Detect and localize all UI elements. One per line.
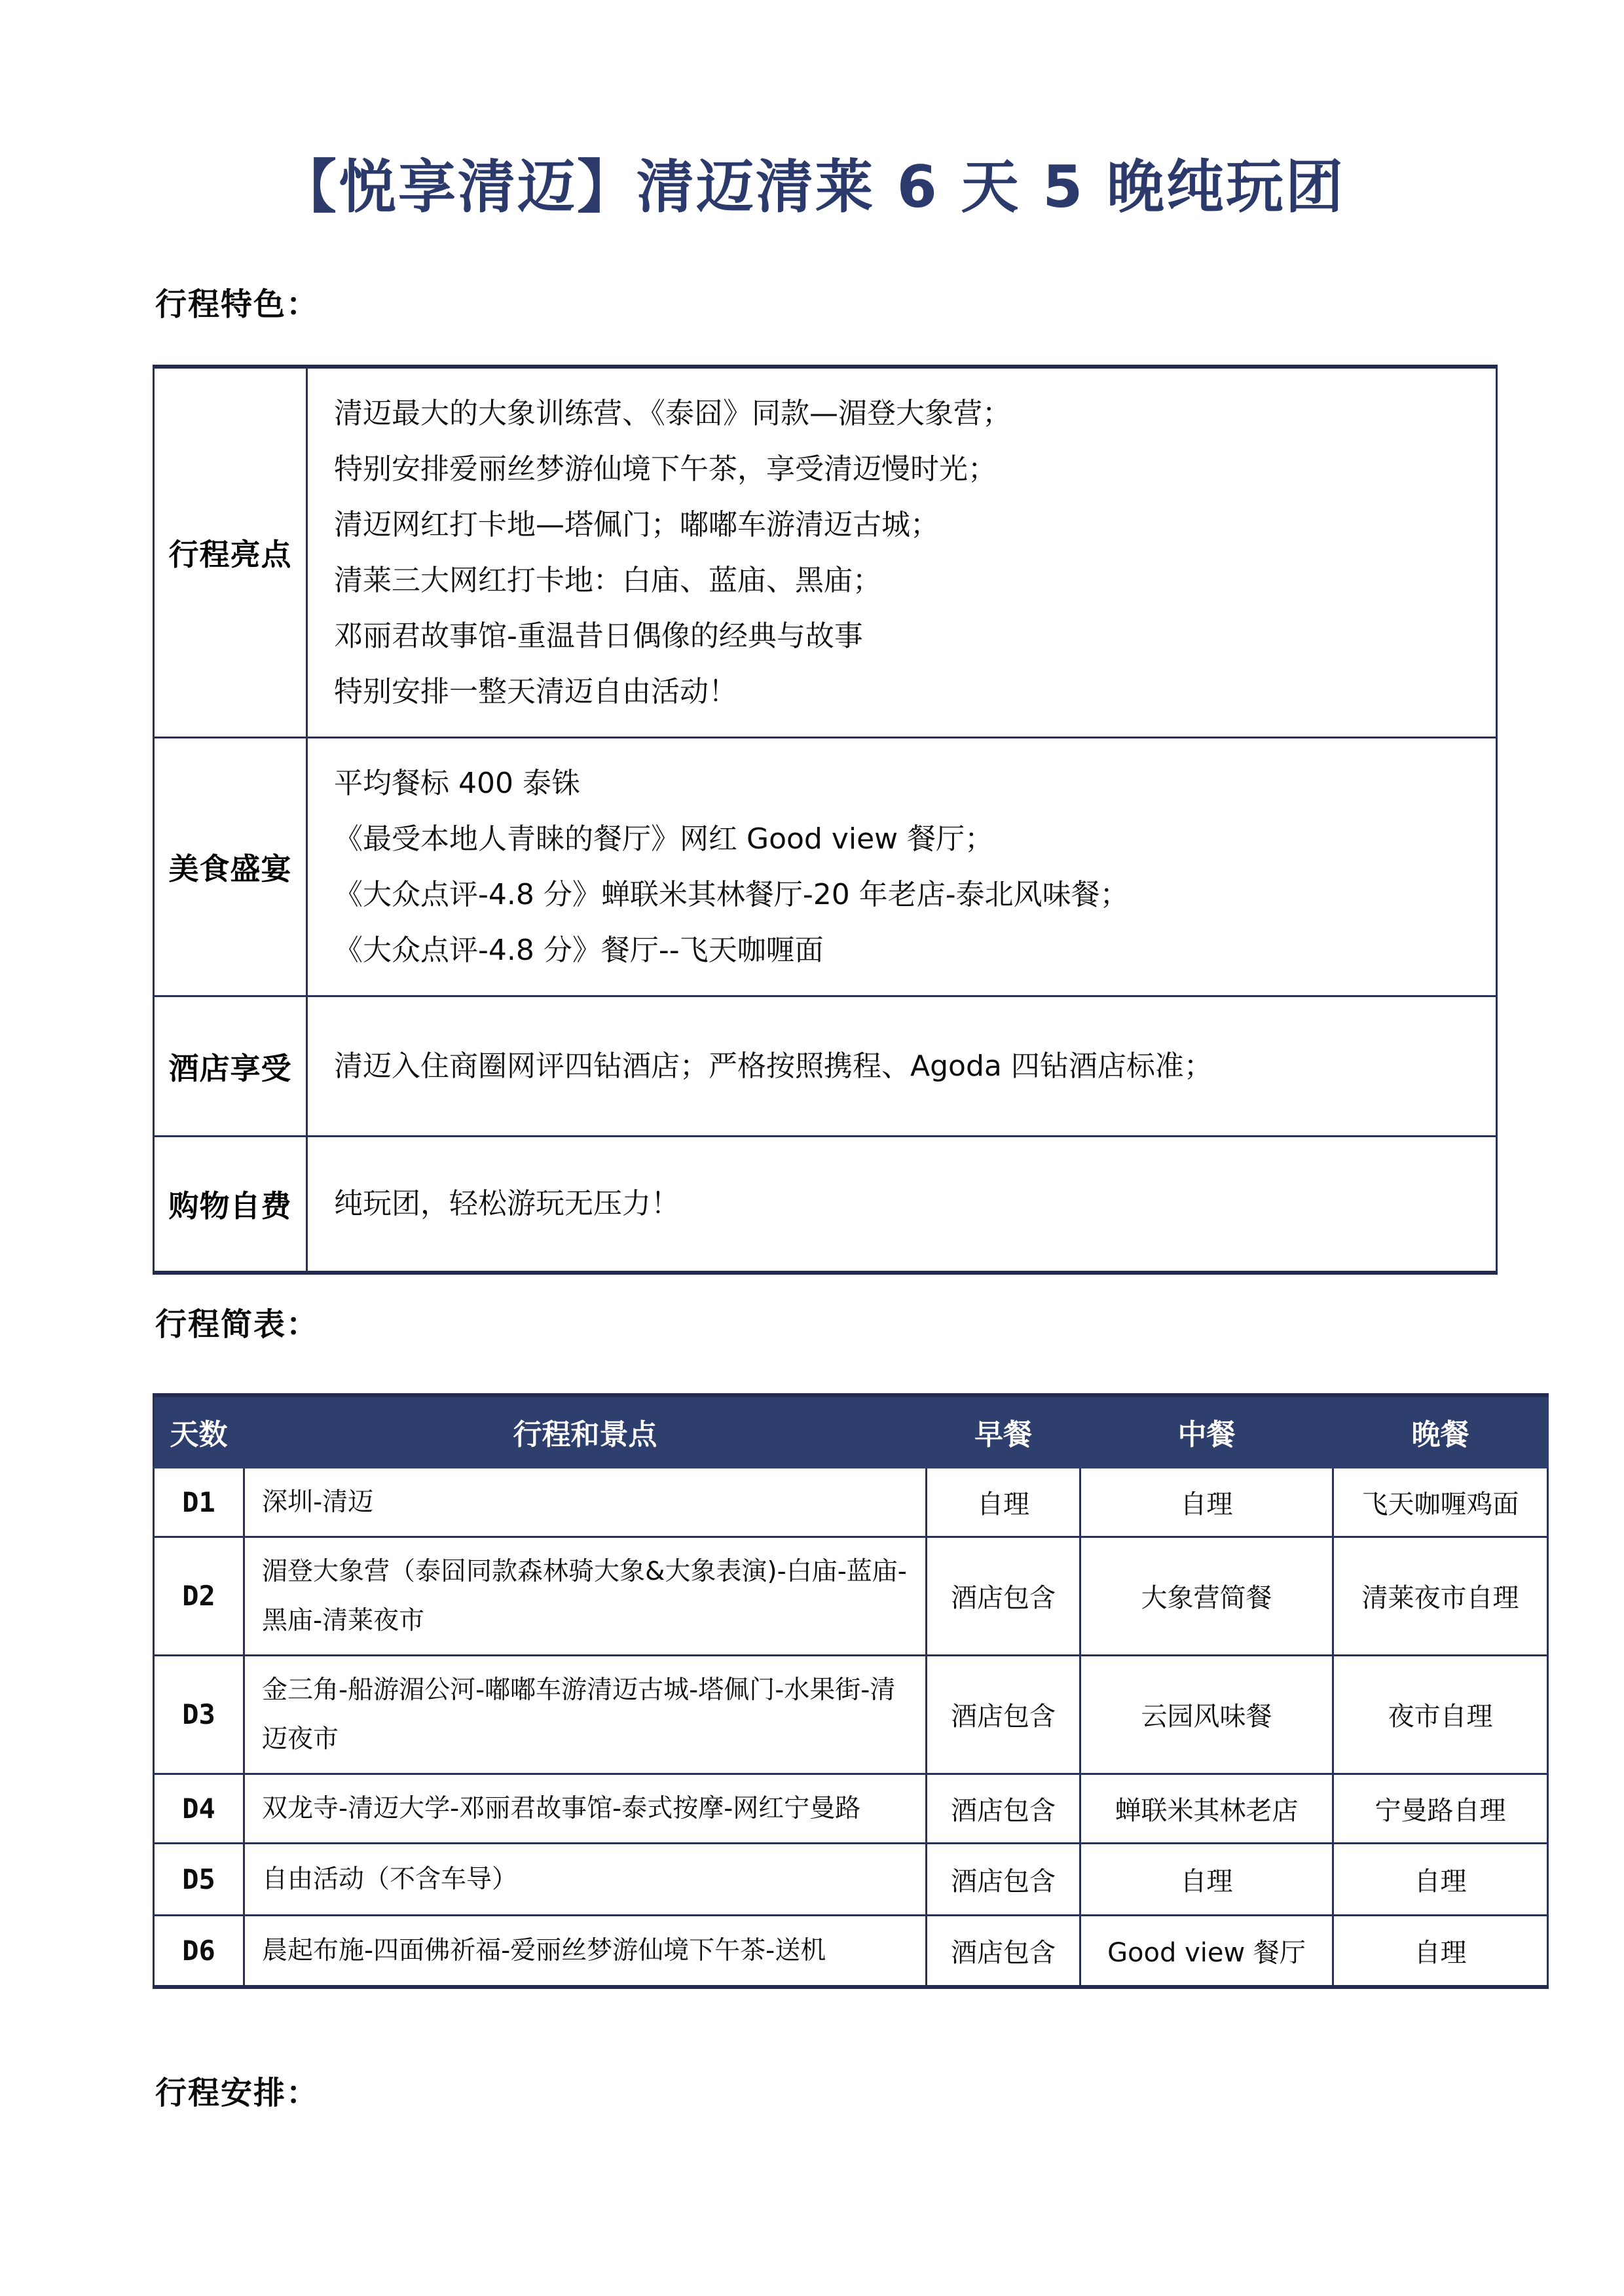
itinerary-cell: 自由活动（不含车导）	[244, 1843, 927, 1915]
breakfast-cell: 酒店包含	[927, 1774, 1080, 1843]
feature-line: 纯玩团，轻松游玩无压力！	[334, 1187, 680, 1221]
feature-row-label: 酒店享受	[154, 996, 307, 1137]
dinner-cell: 宁曼路自理	[1333, 1774, 1548, 1843]
day-cell: D6	[154, 1915, 244, 1987]
dinner-cell: 自理	[1333, 1843, 1548, 1915]
feature-row-content	[307, 1137, 1497, 1273]
col-header-dinner: 晚餐	[1333, 1395, 1548, 1467]
lunch-cell: 自理	[1080, 1843, 1333, 1915]
breakfast-cell: 自理	[927, 1467, 1080, 1537]
feature-line: 清莱三大网红打卡地：白庙、蓝庙、黑庙；	[334, 564, 881, 597]
col-header-itinerary: 行程和景点	[244, 1395, 927, 1467]
summary-row-d1	[154, 1467, 1548, 1537]
dinner-cell: 夜市自理	[1333, 1655, 1548, 1774]
itinerary-cell: 双龙寺-清迈大学-邓丽君故事馆-泰式按摩-网红宁曼路	[244, 1774, 927, 1843]
dinner-cell: 清莱夜市自理	[1333, 1537, 1548, 1655]
lunch-cell: Good view 餐厅	[1080, 1915, 1333, 1987]
feature-row-label: 购物自费	[154, 1137, 307, 1273]
feature-line: 平均餐标 400 泰铢	[334, 767, 580, 800]
features-row-shopping	[154, 1137, 1497, 1273]
day-cell: D2	[154, 1537, 244, 1655]
feature-line: 清迈最大的大象训练营、《泰囧》同款—湄登大象营；	[334, 397, 1011, 430]
feature-line: 特别安排爱丽丝梦游仙境下午茶，享受清迈慢时光；	[334, 452, 997, 486]
feature-line: 《大众点评-4.8 分》蝉联米其林餐厅-20 年老店-泰北风味餐；	[334, 878, 1129, 911]
summary-row-d3	[154, 1655, 1548, 1774]
breakfast-cell: 酒店包含	[927, 1655, 1080, 1774]
itinerary-cell: 湄登大象营（泰囧同款森林骑大象&大象表演)-白庙-蓝庙-黑庙-清莱夜市	[244, 1537, 927, 1655]
feature-row-content	[307, 738, 1497, 996]
document-title: 【悦享清迈】清迈清莱 6 天 5 晚纯玩团	[278, 153, 1345, 221]
lunch-cell: 大象营简餐	[1080, 1537, 1333, 1655]
lunch-cell: 蝉联米其林老店	[1080, 1774, 1333, 1843]
feature-row-label: 美食盛宴	[154, 738, 307, 996]
summary-header-row	[154, 1395, 1548, 1467]
features-row-hotel	[154, 996, 1497, 1137]
col-header-breakfast: 早餐	[927, 1395, 1080, 1467]
feature-line: 清迈入住商圈网评四钻酒店；严格按照携程、Agoda 四钻酒店标准；	[334, 1049, 1213, 1083]
itinerary-cell: 金三角-船游湄公河-嘟嘟车游清迈古城-塔佩门-水果街-清迈夜市	[244, 1655, 927, 1774]
col-header-day: 天数	[154, 1395, 244, 1467]
feature-row-content	[307, 367, 1497, 738]
lunch-cell: 自理	[1080, 1467, 1333, 1537]
itinerary-cell: 深圳-清迈	[244, 1467, 927, 1537]
day-cell: D5	[154, 1843, 244, 1915]
lunch-cell: 云园风味餐	[1080, 1655, 1333, 1774]
summary-row-d5	[154, 1843, 1548, 1915]
features-heading: 行程特色：	[155, 286, 320, 323]
arrangement-heading: 行程安排：	[155, 2075, 320, 2111]
col-header-lunch: 中餐	[1080, 1395, 1333, 1467]
dinner-cell: 飞天咖喱鸡面	[1333, 1467, 1548, 1537]
summary-row-d6	[154, 1915, 1548, 1987]
feature-line: 邓丽君故事馆-重温昔日偶像的经典与故事	[334, 619, 863, 653]
breakfast-cell: 酒店包含	[927, 1537, 1080, 1655]
summary-row-d2	[154, 1537, 1548, 1655]
features-row-food	[154, 738, 1497, 996]
summary-row-d4	[154, 1774, 1548, 1843]
day-cell: D4	[154, 1774, 244, 1843]
feature-line: 清迈网红打卡地—塔佩门；嘟嘟车游清迈古城；	[334, 508, 939, 541]
breakfast-cell: 酒店包含	[927, 1915, 1080, 1987]
feature-line: 《大众点评-4.8 分》餐厅--飞天咖喱面	[334, 934, 824, 967]
feature-row-content	[307, 996, 1497, 1137]
itinerary-cell: 晨起布施-四面佛祈福-爱丽丝梦游仙境下午茶-送机	[244, 1915, 927, 1987]
breakfast-cell: 酒店包含	[927, 1843, 1080, 1915]
feature-row-label: 行程亮点	[154, 367, 307, 738]
feature-line: 特别安排一整天清迈自由活动！	[334, 675, 737, 708]
summary-table	[153, 1393, 1549, 1989]
features-table	[153, 365, 1498, 1275]
summary-heading: 行程简表：	[155, 1306, 320, 1343]
features-row-highlights	[154, 367, 1497, 738]
dinner-cell: 自理	[1333, 1915, 1548, 1987]
feature-line: 《最受本地人青睐的餐厅》网红 Good view 餐厅；	[334, 822, 994, 856]
day-cell: D1	[154, 1467, 244, 1537]
day-cell: D3	[154, 1655, 244, 1774]
